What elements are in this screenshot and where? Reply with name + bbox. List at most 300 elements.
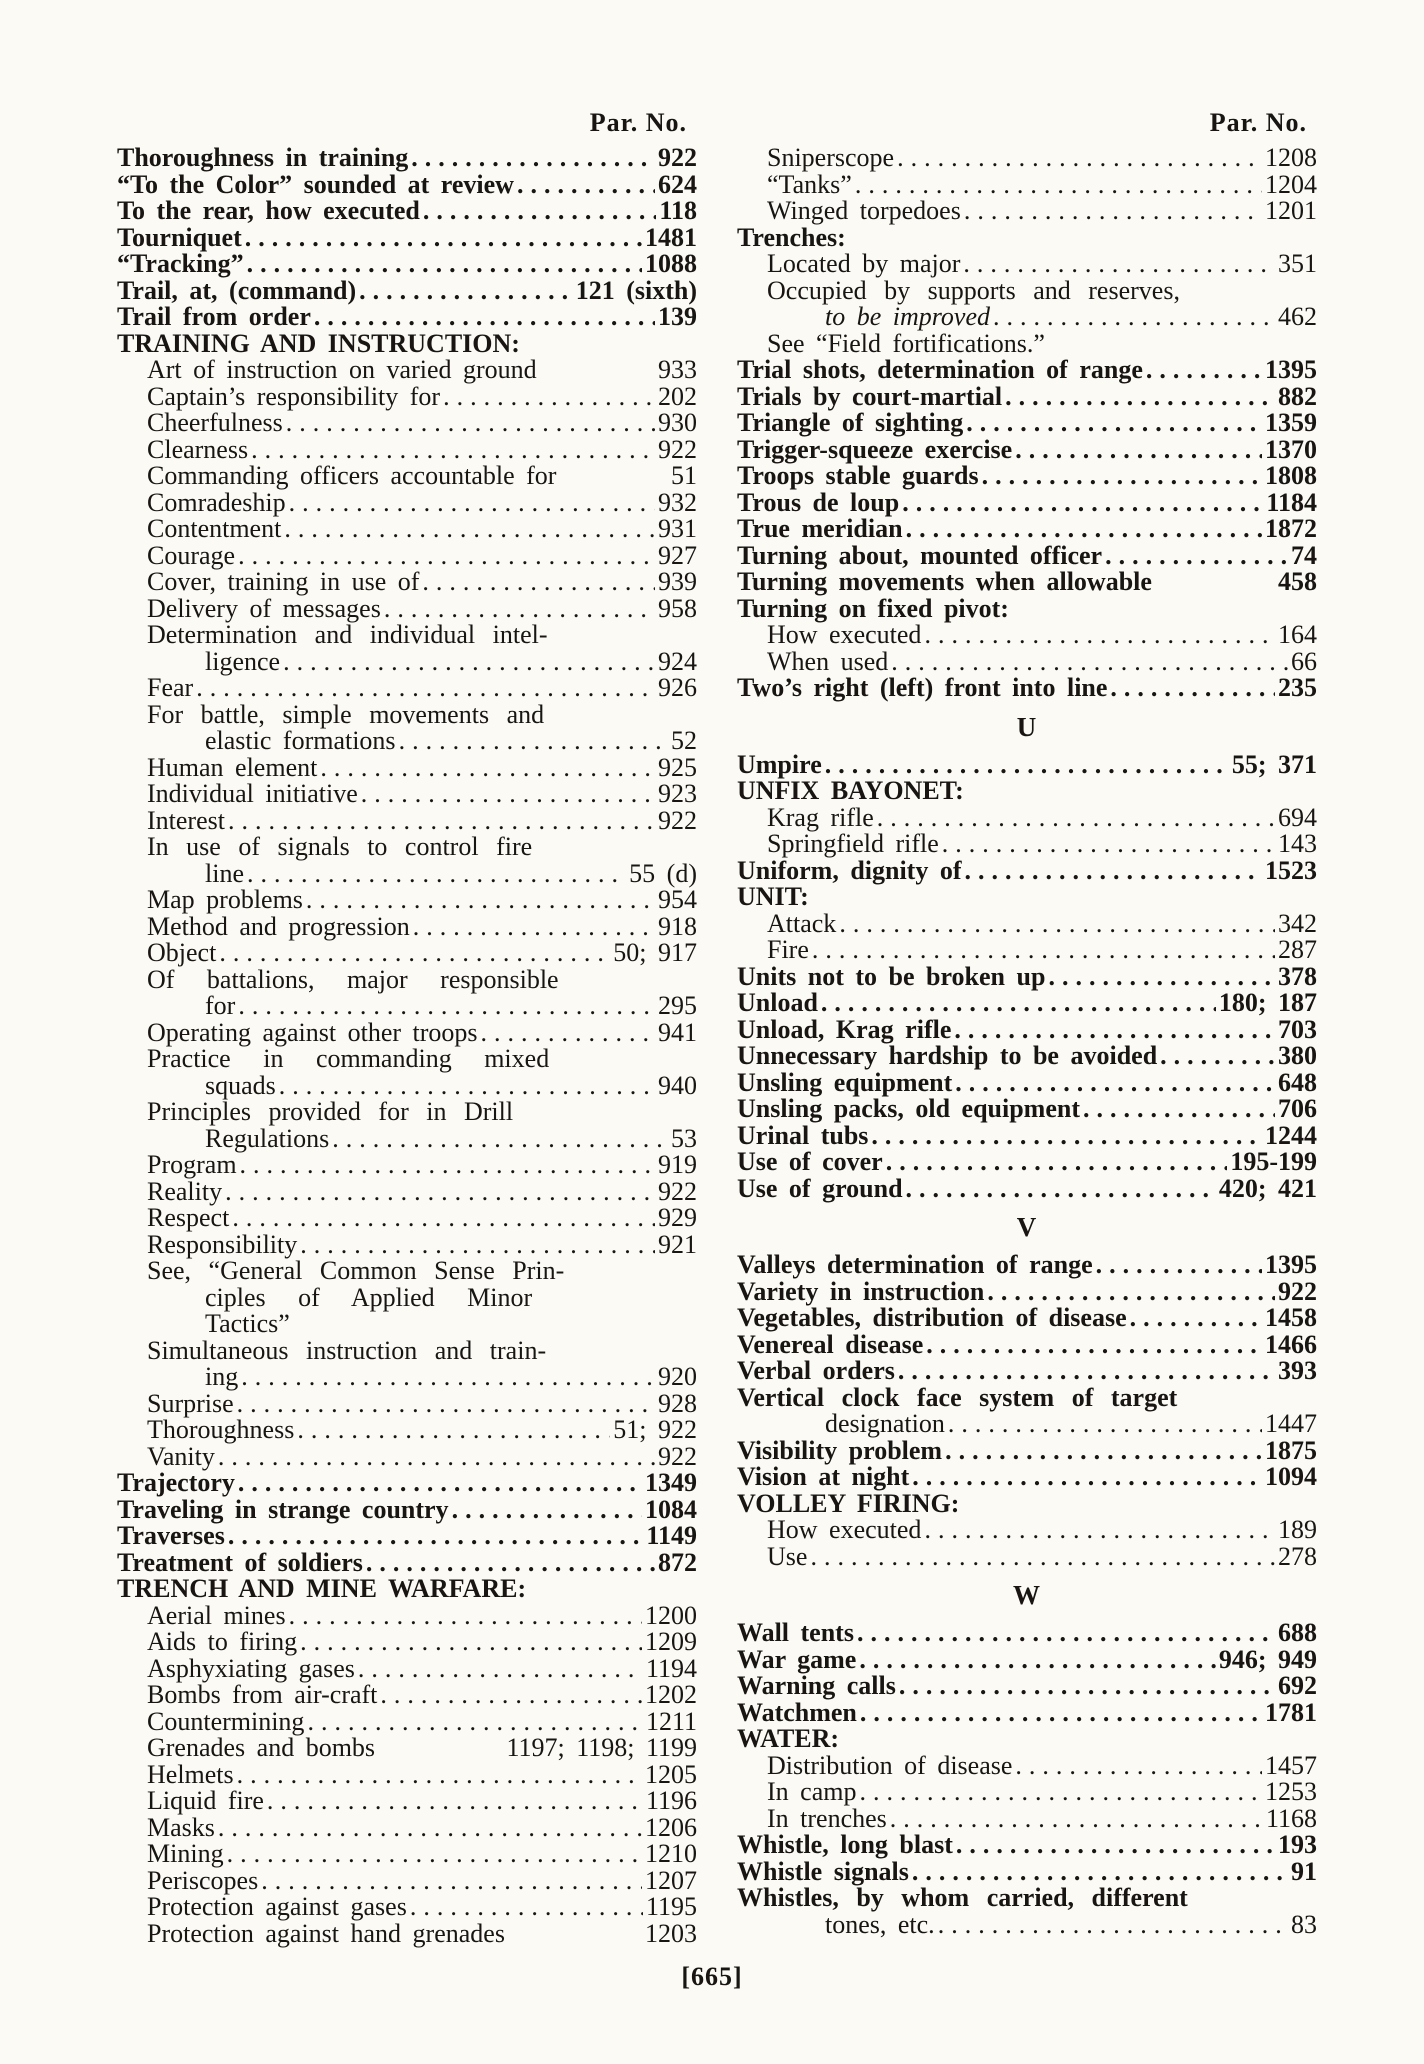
entry-number: 193 [1278, 1830, 1317, 1859]
entry-text: Unload [737, 988, 818, 1017]
entry-number: 931 [658, 514, 697, 543]
entry-number: 706 [1278, 1094, 1317, 1123]
dot-leader [225, 1179, 655, 1206]
entry-number: 926 [658, 673, 697, 702]
index-entry [737, 1517, 1317, 1544]
entry-number: 918 [658, 911, 697, 941]
entry-number: 1447 [1265, 1409, 1317, 1438]
index-entry [737, 569, 1317, 596]
index-entry [737, 1779, 1317, 1806]
entry-text: tones, etc. [825, 1909, 935, 1939]
entry-text: Attack [767, 908, 837, 938]
entry-number: 55; 371 [1231, 749, 1317, 779]
entry-text: Turning movements when allowable [737, 567, 1152, 596]
index-entry [737, 802, 1317, 832]
entry-text: Turning about, mounted officer [737, 540, 1103, 570]
dot-leader [1130, 1305, 1262, 1332]
index-entry [737, 434, 1317, 464]
index-entry [737, 1697, 1317, 1727]
entry-text: Vegetables, distribution of disease [737, 1303, 1127, 1332]
entry-text: Reality [147, 1176, 223, 1206]
index-entry [737, 410, 1317, 437]
entry-text: Map problems [147, 885, 303, 914]
entry-text: Periscopes [147, 1865, 259, 1895]
dot-leader [218, 1815, 642, 1842]
index-entry [117, 487, 697, 517]
entry-text: See, “General Common Sense Prin- [147, 1256, 565, 1285]
index-entry [117, 1205, 697, 1232]
entry-text: “To the Color” sounded at review [117, 169, 514, 199]
entry-number: 1253 [1265, 1777, 1317, 1806]
entry-number: 1395 [1265, 355, 1317, 384]
index-entry [737, 1329, 1317, 1359]
entry-text: Winged torpedoes [767, 196, 961, 225]
dot-leader [899, 1673, 1275, 1700]
entry-text: True meridian [737, 514, 903, 543]
index-entry [117, 1735, 697, 1762]
index-entry [117, 1494, 697, 1524]
entry-number: 91 [1291, 1856, 1317, 1886]
index-entry [117, 752, 697, 782]
index-entry [737, 169, 1317, 199]
entry-text: Krag rifle [767, 802, 874, 832]
entry-text: Use of ground [737, 1173, 903, 1203]
entry-number: 1211 [645, 1706, 697, 1736]
entry-text: Troops stable guards [737, 461, 979, 490]
index-entry [117, 1629, 697, 1656]
dot-leader [380, 1682, 642, 1709]
index-entry [737, 908, 1317, 938]
dot-leader [963, 251, 1275, 278]
entry-number: 1094 [1265, 1462, 1317, 1491]
dot-leader [384, 596, 655, 623]
entry-text: line [205, 858, 244, 888]
entry-number: 180; 187 [1218, 988, 1317, 1017]
entry-text: To the rear, how executed [117, 196, 420, 225]
page-number-label: [665] [681, 1962, 743, 1991]
index-entry [737, 884, 1317, 911]
index-entry [737, 1149, 1317, 1176]
index-entry [737, 251, 1317, 278]
entry-number: 922 [658, 1441, 697, 1471]
entry-number: 202 [658, 381, 697, 411]
entry-text: Responsibility [147, 1229, 298, 1259]
index-entry [117, 1812, 697, 1842]
entry-text: TRENCH AND MINE WARFARE: [117, 1574, 527, 1603]
index-entry [737, 145, 1317, 172]
entry-text: Helmets [147, 1759, 234, 1789]
dot-leader [358, 1656, 643, 1683]
index-entry [737, 1885, 1317, 1912]
entry-text: Unsling packs, old equipment [737, 1094, 1080, 1123]
entry-text: Object [147, 938, 217, 967]
entry-text: Turning on fixed pivot: [737, 593, 1009, 623]
entry-number: 929 [658, 1203, 697, 1232]
index-entry [737, 1726, 1317, 1753]
entry-number: 930 [658, 408, 697, 437]
entry-number: 121 (sixth) [575, 275, 697, 305]
index-entry [737, 275, 1317, 305]
index-entry [117, 434, 697, 464]
entry-number: 195-199 [1230, 1147, 1317, 1176]
right-column [737, 108, 1317, 1938]
entry-text: Venereal disease [737, 1329, 924, 1359]
entry-number: 66 [1291, 646, 1317, 676]
entry-text: Trenches: [737, 222, 846, 252]
dot-leader [1146, 357, 1262, 384]
entry-number: 235 [1278, 673, 1317, 702]
dot-leader [481, 1020, 655, 1047]
index-entry [117, 1894, 697, 1921]
entry-number: 1244 [1265, 1120, 1317, 1150]
dot-leader [247, 251, 642, 278]
entry-text: Courage [147, 540, 236, 570]
dot-leader [411, 145, 655, 172]
index-entry [737, 831, 1317, 858]
index-entry [737, 855, 1317, 885]
dot-leader [289, 490, 655, 517]
entry-text: In camp [767, 1777, 857, 1806]
index-entry [737, 1382, 1317, 1412]
entry-number: 1168 [1265, 1803, 1317, 1833]
left-column-entries [117, 145, 697, 1947]
entry-number: 458 [1278, 567, 1317, 596]
right-column-entries [737, 145, 1317, 1938]
entry-text: Contentment [147, 514, 282, 543]
index-entry [737, 1464, 1317, 1491]
index-entry [117, 1441, 697, 1471]
index-entry [737, 1096, 1317, 1123]
entry-number: 83 [1291, 1909, 1317, 1939]
dot-leader [897, 145, 1262, 172]
entry-text: Clearness [147, 434, 249, 464]
dot-leader [839, 911, 1275, 938]
index-entry [737, 1673, 1317, 1700]
entry-text: Vision at night [737, 1462, 910, 1491]
entry-number: 1349 [645, 1468, 697, 1497]
dot-leader [1110, 675, 1275, 702]
dot-leader [238, 1470, 642, 1497]
dot-leader [320, 755, 655, 782]
dot-leader [965, 858, 1263, 885]
dot-leader [314, 304, 655, 331]
entry-text: Uniform, dignity of [737, 855, 962, 885]
entry-text: for [205, 991, 236, 1020]
par-no-label: Par. No. [1209, 108, 1307, 137]
index-entry [737, 937, 1317, 964]
index-entry [117, 145, 697, 172]
entry-number: 1872 [1265, 514, 1317, 543]
entry-text: Respect [147, 1203, 230, 1232]
entry-text: Verbal orders [737, 1356, 895, 1385]
entry-text: Thoroughness [147, 1415, 295, 1444]
entry-text: Program [147, 1150, 237, 1179]
index-entry [737, 778, 1317, 805]
entry-text: Distribution of disease [767, 1750, 1013, 1780]
entry-number: 1205 [645, 1759, 697, 1789]
entry-number: 143 [1278, 829, 1317, 858]
entry-number: 1202 [645, 1680, 697, 1709]
dot-leader [422, 569, 655, 596]
entry-text: Cheerfulness [147, 408, 283, 437]
index-entry [737, 540, 1317, 570]
entry-text: Human element [147, 752, 318, 782]
index-entry [117, 328, 697, 358]
index-entry [117, 410, 697, 437]
entry-text: Liquid fire [147, 1786, 264, 1815]
index-entry [117, 1099, 697, 1126]
dot-leader [964, 198, 1262, 225]
index-entry [737, 1252, 1317, 1279]
entry-number: 1195 [645, 1892, 697, 1921]
index-entry [117, 834, 697, 861]
dot-leader [261, 1868, 642, 1895]
dot-leader [332, 1126, 668, 1153]
entry-text: “Tracking” [117, 249, 244, 278]
entry-text: Sniperscope [767, 143, 895, 172]
entry-number: 1781 [1265, 1697, 1317, 1727]
dot-leader [423, 198, 657, 225]
entry-text: Determination and individual intel- [147, 620, 548, 649]
dot-leader [860, 1700, 1262, 1727]
entry-number: 1359 [1265, 408, 1317, 437]
dot-leader [891, 649, 1288, 676]
entry-number: 1370 [1265, 434, 1317, 464]
entry-number: 692 [1278, 1671, 1317, 1700]
index-entry [117, 911, 697, 941]
entry-text: to be improved [825, 302, 990, 331]
dot-leader [300, 1629, 642, 1656]
dot-leader [289, 1603, 642, 1630]
index-entry [737, 516, 1317, 543]
index-entry [117, 1759, 697, 1789]
index-entry [737, 961, 1317, 991]
entry-number: 624 [658, 169, 697, 199]
index-entry [117, 381, 697, 411]
entry-number: 51 [671, 461, 697, 490]
entry-number: 882 [1278, 381, 1317, 411]
entry-number: 51; 922 [613, 1415, 697, 1444]
entry-text: Thoroughness in training [117, 143, 409, 172]
index-entry [737, 1411, 1317, 1438]
dot-leader [219, 940, 610, 967]
entry-text: Art of instruction on varied ground [147, 355, 537, 384]
entry-number: 1209 [645, 1627, 697, 1656]
dot-leader [877, 805, 1275, 832]
index-entry [117, 1841, 697, 1868]
dot-leader [1005, 384, 1275, 411]
index-entry [737, 1909, 1317, 1939]
entry-text: ligence [205, 646, 281, 676]
entry-text: Delivery of messages [147, 593, 381, 623]
entry-number: 1207 [645, 1865, 697, 1895]
entry-number: 118 [659, 196, 697, 225]
dot-leader [948, 1411, 1262, 1438]
dot-leader [857, 1620, 1275, 1647]
entry-text: Visibility problem [737, 1435, 943, 1465]
dot-leader [924, 622, 1275, 649]
entry-number: 872 [658, 1547, 697, 1577]
entry-text: Whistles, by whom carried, different [737, 1883, 1188, 1912]
entry-text: elastic formations [205, 726, 396, 755]
entry-text: Masks [147, 1812, 215, 1842]
entry-text: Warning calls [737, 1671, 896, 1700]
dot-leader [232, 1205, 655, 1232]
dot-leader [410, 1894, 643, 1921]
entry-number: 933 [658, 355, 697, 384]
dot-leader [284, 516, 655, 543]
entry-text: Unnecessary hardship to be avoided [737, 1041, 1158, 1070]
dot-leader [240, 1152, 655, 1179]
dot-leader [359, 278, 573, 305]
entry-text: Use [767, 1541, 808, 1571]
index-entry [117, 1788, 697, 1815]
dot-leader [954, 1017, 1275, 1044]
entry-text: How executed [767, 1515, 922, 1544]
index-entry [737, 328, 1317, 358]
entry-text: Occupied by supports and reserves, [767, 275, 1180, 305]
index-entry [737, 1043, 1317, 1070]
entry-number: 50; 917 [613, 938, 697, 967]
index-entry [117, 357, 697, 384]
entry-text: “Tanks” [767, 169, 852, 199]
index-entry [117, 1470, 697, 1497]
dot-leader [906, 1176, 1216, 1203]
dot-leader [1096, 1252, 1262, 1279]
index-entry [117, 222, 697, 252]
entry-number: 688 [1278, 1618, 1317, 1647]
dot-leader [982, 463, 1262, 490]
entry-number: 287 [1278, 935, 1317, 964]
entry-number: 922 [658, 1176, 697, 1206]
index-entry [737, 1832, 1317, 1859]
index-entry [117, 858, 697, 888]
entry-text: Trial shots, determination of range [737, 355, 1143, 384]
dot-leader [993, 304, 1275, 331]
dot-leader [1048, 964, 1275, 991]
entry-number: 1196 [645, 1786, 697, 1815]
entry-text: UNIT: [737, 882, 809, 911]
entry-text: Watchmen [737, 1697, 857, 1727]
dot-leader [906, 516, 1262, 543]
entry-number: 940 [658, 1070, 697, 1100]
entry-number: 954 [658, 885, 697, 914]
entry-number: 1466 [1265, 1329, 1317, 1359]
entry-text: Traverses [117, 1521, 225, 1550]
index-entry [117, 1706, 697, 1736]
index-entry [737, 1488, 1317, 1518]
section-heading: V [1016, 1212, 1038, 1242]
dot-leader [452, 1497, 642, 1524]
entry-number: 1808 [1265, 461, 1317, 490]
index-entry [737, 357, 1317, 384]
entry-text: Use of cover [737, 1147, 883, 1176]
entry-number: 922 [658, 805, 697, 835]
entry-number: 74 [1291, 540, 1317, 570]
index-entry [737, 622, 1317, 649]
entry-text: Two’s right (left) front into line [737, 673, 1108, 702]
entry-text: Fire [767, 935, 809, 964]
index-entry [737, 1173, 1317, 1203]
entry-text: Method and progression [147, 911, 410, 941]
section-heading: U [1016, 711, 1038, 742]
dot-leader [241, 1364, 655, 1391]
entry-text: Treatment of soldiers [117, 1547, 363, 1577]
index-entry [737, 198, 1317, 225]
index-entry [737, 1014, 1317, 1044]
entry-text: Protection against gases [147, 1892, 407, 1921]
dot-leader [237, 1762, 642, 1789]
par-no-label: Par. No. [589, 108, 687, 137]
entry-number: 52 [671, 726, 697, 755]
index-entry [117, 275, 697, 305]
entry-number: 946; 949 [1218, 1644, 1317, 1674]
index-entry [737, 1067, 1317, 1097]
dot-leader [196, 675, 655, 702]
entry-text: Located by major [767, 249, 961, 278]
index-entry [117, 1388, 697, 1418]
entry-number: 164 [1278, 620, 1317, 649]
dot-leader [859, 1647, 1215, 1674]
entry-number: 139 [658, 302, 697, 331]
entry-text: Protection against hand grenades [147, 1918, 505, 1948]
entry-text: Trials by court-martial [737, 381, 1003, 411]
entry-text: designation [825, 1409, 945, 1438]
index-entry [737, 222, 1317, 252]
dot-leader [238, 993, 655, 1020]
index-entry [117, 993, 697, 1020]
index-entry [117, 1600, 697, 1630]
dot-leader [987, 1279, 1275, 1306]
entry-text: Vertical clock face system of target [737, 1382, 1178, 1412]
index-entry [117, 1918, 697, 1948]
index-entry [117, 198, 697, 225]
index-entry [117, 1682, 697, 1709]
dot-leader [279, 1073, 655, 1100]
dot-leader [228, 1523, 644, 1550]
dot-leader [956, 1832, 1275, 1859]
entry-text: Trajectory [117, 1468, 235, 1497]
index-entry [117, 1523, 697, 1550]
entry-number: 1523 [1265, 855, 1317, 885]
dot-leader [361, 781, 655, 808]
index-entry [117, 622, 697, 649]
index-entry [117, 699, 697, 729]
entry-text: Practice in commanding mixed [147, 1044, 550, 1073]
index-entry [737, 381, 1317, 411]
entry-text: Comradeship [147, 487, 286, 517]
dot-leader [871, 1123, 1262, 1150]
entry-text: Asphyxiating gases [147, 1653, 355, 1683]
entry-number: 189 [1278, 1515, 1317, 1544]
entry-number: 1184 [1266, 487, 1317, 517]
index-entry [117, 1258, 697, 1285]
entry-number: 941 [658, 1017, 697, 1047]
entry-text: Mining [147, 1839, 224, 1868]
entry-text: Tactics” [205, 1309, 290, 1338]
entry-text: Units not to be broken up [737, 961, 1046, 991]
index-entry [117, 1123, 697, 1153]
dot-leader [283, 649, 655, 676]
entry-number: 1210 [645, 1839, 697, 1868]
dot-leader [297, 1417, 610, 1444]
index-entry [737, 1305, 1317, 1332]
index-entry [737, 1856, 1317, 1886]
entry-text: ing [205, 1362, 239, 1391]
entry-text: squads [205, 1070, 276, 1100]
dot-leader [307, 1709, 643, 1736]
index-entry [117, 887, 697, 914]
